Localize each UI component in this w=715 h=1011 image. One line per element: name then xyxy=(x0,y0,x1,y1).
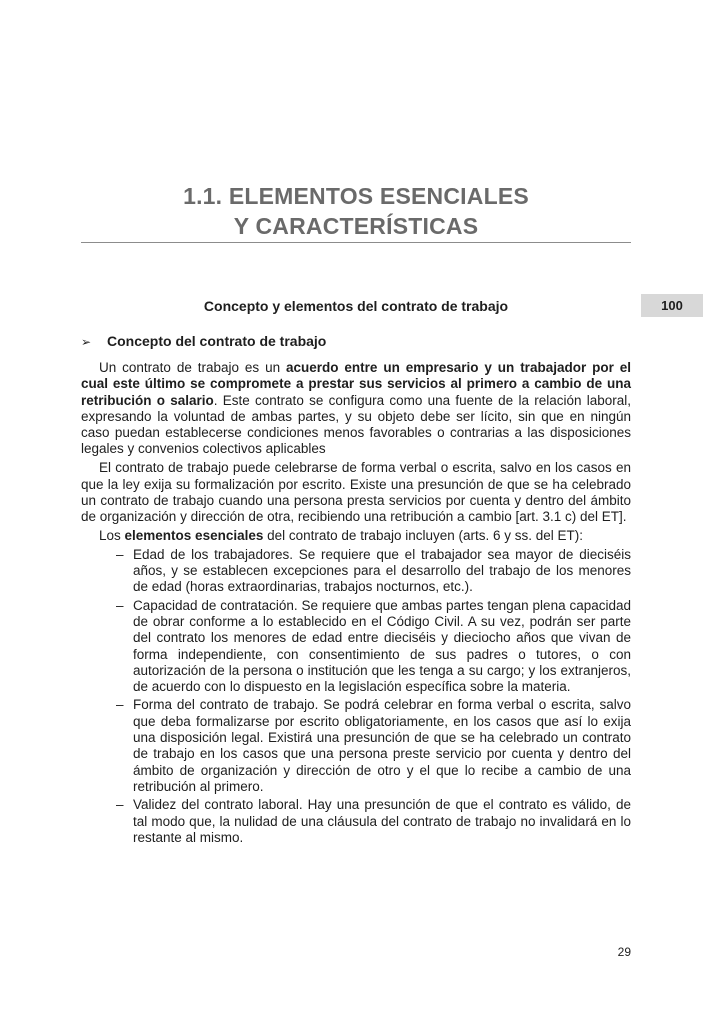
list-item-text: Edad de los trabajadores. Se requiere que el trabajador sea mayor de dieciséis años, y se establecen excepciones para el desarrollo del trabajo de los menores de edad (horas extraordinarias, trabajos nocturnos, etc.). xyxy=(133,546,631,595)
subsection-heading-text: Concepto del contrato de trabajo xyxy=(107,333,327,349)
essential-elements-list xyxy=(81,547,631,846)
paragraph-1-bold: acuerdo entre un empresario y un trabajador por el cual este último se compromete a prestar sus servicios al primero a cambio de una retribución o salario xyxy=(81,360,632,408)
list-item xyxy=(81,797,631,846)
list-item xyxy=(81,547,631,596)
page-number: 29 xyxy=(617,945,631,959)
paragraph-3-bold: elementos esenciales xyxy=(124,527,264,543)
chapter-title-line-2: Y CARACTERÍSTICAS xyxy=(233,213,479,239)
dash-bullet: – xyxy=(116,597,124,613)
paragraph-1-rest: . Este contrato se configura como una fuente de la relación laboral, expresando la voluntad de ambas partes, y su objeto debe ser lícito, sin que en ningún caso puedan establecerse condiciones menos favorables o contrarias a las disposiciones legales y convenios colectivos aplicables xyxy=(81,392,631,457)
section-heading: Concepto y elementos del contrato de trabajo xyxy=(203,298,509,314)
body-text xyxy=(81,360,631,848)
list-item-text: Forma del contrato de trabajo. Se podrá celebrar en forma verbal o escrita, salvo que deba formalizarse por escrito obligatoriamente, en los casos que así lo exija una disposición legal. Existirá una presunción de que se ha celebrado un contrato de trabajo en los casos que una persona preste servicio por cuenta y dentro del ámbito de organización y dirección de otro y el que lo recibe a cambio de una retribución al primero. xyxy=(133,697,631,794)
paragraph-1 xyxy=(81,360,631,458)
subsection-heading xyxy=(81,332,631,351)
paragraph-3-intro: Los xyxy=(99,527,125,543)
paragraph-2: El contrato de trabajo puede celebrarse de forma verbal o escrita, salvo en los casos en que la ley exija su formalización por escrito. Existe una presunción de que se ha celebrado un contrato de trabajo cuando una persona presta servicios por cuenta y dentro del ámbito de organización y dirección de otra, recibiendo una retribución a cambio [art. 3.1 c) del ET]. xyxy=(81,460,631,525)
arrow-bullet-icon: ➢ xyxy=(81,335,92,349)
margin-number-badge: 100 xyxy=(641,294,703,317)
title-divider xyxy=(81,242,631,243)
list-item xyxy=(81,697,631,795)
chapter-title xyxy=(81,181,631,241)
list-item xyxy=(81,598,631,696)
paragraph-3 xyxy=(81,528,631,544)
paragraph-1-intro: Un contrato de trabajo es un xyxy=(99,360,286,375)
dash-bullet: – xyxy=(116,797,124,813)
list-item-text: Capacidad de contratación. Se requiere que ambas partes tengan plena capacidad de obrar conforme a lo establecido en el Código Civil. A su vez, podrán ser parte del contrato los menores de edad entre dieciséis y dieciocho años que vivan de forma independiente, con consentimiento de sus padres o tutores, o con autorización de la persona o institución que les tenga a su cargo; y los extranjeros, de acuerdo con lo dispuesto en la legislación específica sobre la materia. xyxy=(133,597,631,695)
dash-bullet: – xyxy=(116,546,124,562)
chapter-title-line-1: 1.1. ELEMENTOS ESENCIALES xyxy=(183,183,529,209)
dash-bullet: – xyxy=(116,697,124,713)
list-item-text: Validez del contrato laboral. Hay una presunción de que el contrato es válido, de tal modo que, la nulidad de una cláusula del contrato de trabajo no invalidará en lo restante al mismo. xyxy=(133,797,631,845)
paragraph-3-rest: del contrato de trabajo incluyen (arts. 6 y ss. del ET): xyxy=(263,527,584,543)
